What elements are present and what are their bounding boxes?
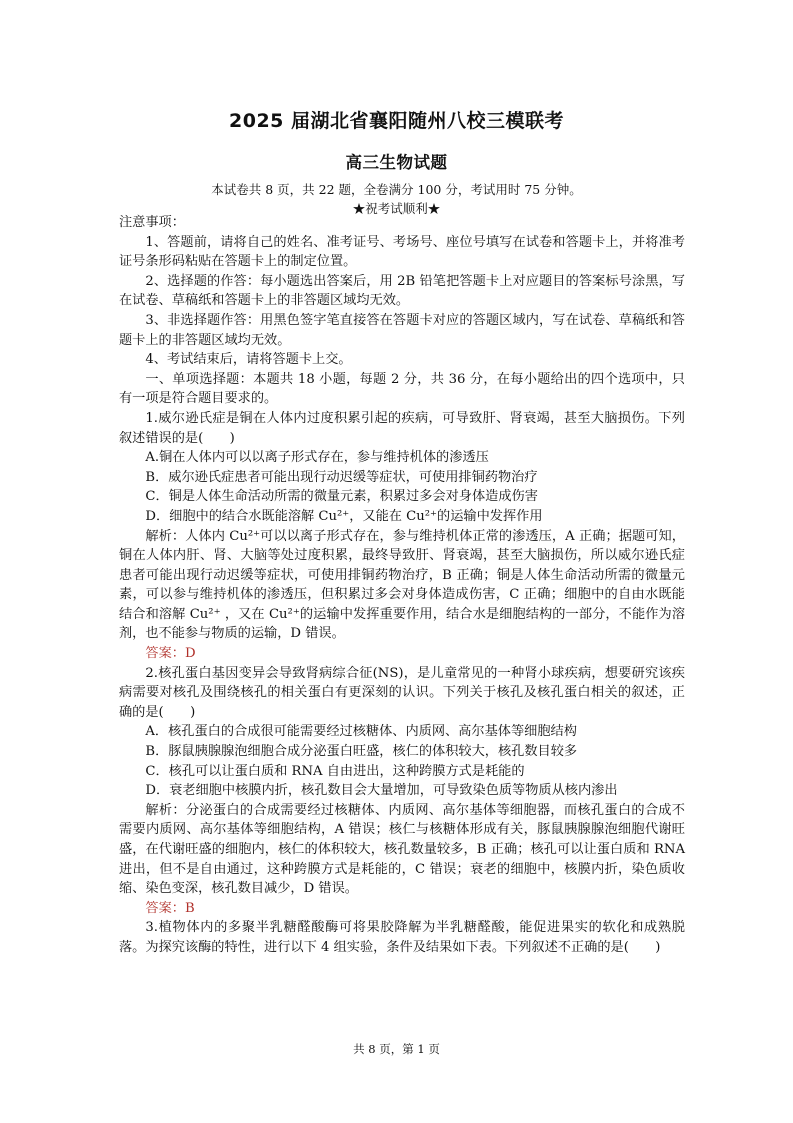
notes-heading: 注意事项： xyxy=(119,215,185,230)
question-answer: 答案：D xyxy=(145,646,196,662)
question-option: B．豚鼠胰腺腺泡细胞合成分泌蛋白旺盛，核仁的体积较大，核孔数目较多 xyxy=(145,744,578,760)
page-title: 2025 届湖北省襄阳随州八校三模联考 xyxy=(229,110,564,132)
note-item: 4、考试结束后，请将答题卡上交。 xyxy=(145,352,352,368)
page-footer: 共 8 页，第 1 页 xyxy=(353,1042,440,1056)
question-analysis: 解析：人体内 Cu²⁺可以以离子形式存在，参与维持机体正常的渗透压，A 正确；据题可知，铜在人体内肝、肾、大脑等处过度积累，最终导致肝、肾衰竭，甚至大脑损伤，所以威尔逊氏症患者可能出现行动迟缓等症状，可使用排铜药物治疗，B 正确；铜是人体生命活动所需的微量元素，可以参与维持机体的渗透压，但积累过多会对身体造成伤害，C 正确；细胞中的自由水既能结合和溶解 Cu²⁺ ，又在 Cu²⁺的运输中发挥重要作用，结合水是细胞结构的一部分，不能作为溶剂，也不能参与物质的运输，D 错误。 xyxy=(119,528,685,642)
question-option: D．衰老细胞中核膜内折，核孔数目会大量增加，可导致染色质等物质从核内渗出 xyxy=(145,783,618,799)
note-item: 2、选择题的作答：每小题选出答案后，用 2B 铅笔把答题卡上对应题目的答案标号涂黑，写在试卷、草稿纸和答题卡上的非答题区域均无效。 xyxy=(119,273,685,309)
question-stem: 3.植物体内的多聚半乳糖醛酸酶可将果胶降解为半乳糖醛酸，能促进果实的软化和成熟脱落。为探究该酶的特性，进行以下 4 组实验，条件及结果如下表。下列叙述不正确的是( ) xyxy=(119,920,685,955)
question-option: A.铜在人体内可以以离子形式存在，参与维持机体的渗透压 xyxy=(145,450,489,466)
exam-body xyxy=(119,213,685,958)
question-option: C．铜是人体生命活动所需的微量元素，积累过多会对身体造成伤害 xyxy=(145,489,538,505)
question-option: A．核孔蛋白的合成很可能需要经过核糖体、内质网、高尔基体等细胞结构 xyxy=(145,724,577,740)
exam-wish: ★祝考试顺利★ xyxy=(352,201,441,216)
question-answer: 答案：B xyxy=(145,900,195,916)
question-analysis: 解析：分泌蛋白的合成需要经过核糖体、内质网、高尔基体等细胞器，而核孔蛋白的合成不需要内质网、高尔基体等细胞结构，A 错误；核仁与核糖体形成有关，豚鼠胰腺腺泡细胞代谢旺盛，在代谢旺盛的细胞内，核仁的体积较大，核孔数量较多，B 正确；核孔可以让蛋白质和 RNA 进出，但不是自由通过，这种跨膜方式是耗能的，C 错误；衰老的细胞中，核膜内折，染色质收缩、染色变深，核孔数目减少，D 错误。 xyxy=(119,802,685,897)
note-item: 3、非选择题作答：用黑色签字笔直接答在答题卡对应的答题区域内，写在试卷、草稿纸和答题卡上的非答题区域均无效。 xyxy=(119,312,685,348)
section-heading: 一、单项选择题：本题共 18 小题，每题 2 分，共 36 分，在每小题给出的四个选项中，只有一项是符合题目要求的。 xyxy=(119,371,685,407)
question-stem: 2.核孔蛋白基因变异会导致肾病综合征(NS)，是儿童常见的一种肾小球疾病，想要研究该疾病需要对核孔及围绕核孔的相关蛋白有更深刻的认识。下列关于核孔及核孔蛋白相关的叙述，正确的是( ) xyxy=(119,665,685,720)
page-subtitle: 高三生物试题 xyxy=(345,153,448,172)
exam-info: 本试卷共 8 页，共 22 题，全卷满分 100 分，考试用时 75 分钟。 xyxy=(211,182,582,197)
question-option: C．核孔可以让蛋白质和 RNA 自由进出，这种跨膜方式是耗能的 xyxy=(145,763,525,779)
note-item: 1、答题前，请将自己的姓名、准考证号、考场号、座位号填写在试卷和答题卡上，并将准考证号条形码粘贴在答题卡上的制定位置。 xyxy=(119,234,685,270)
question-stem: 1.威尔逊氏症是铜在人体内过度积累引起的疾病，可导致肝、肾衰竭，甚至大脑损伤。下列叙述错误的是( ) xyxy=(119,410,685,446)
question-option: D．细胞中的结合水既能溶解 Cu²⁺，又能在 Cu²⁺的运输中发挥作用 xyxy=(145,508,543,524)
question-option: B．威尔逊氏症患者可能出现行动迟缓等症状，可使用排铜药物治疗 xyxy=(145,469,538,485)
